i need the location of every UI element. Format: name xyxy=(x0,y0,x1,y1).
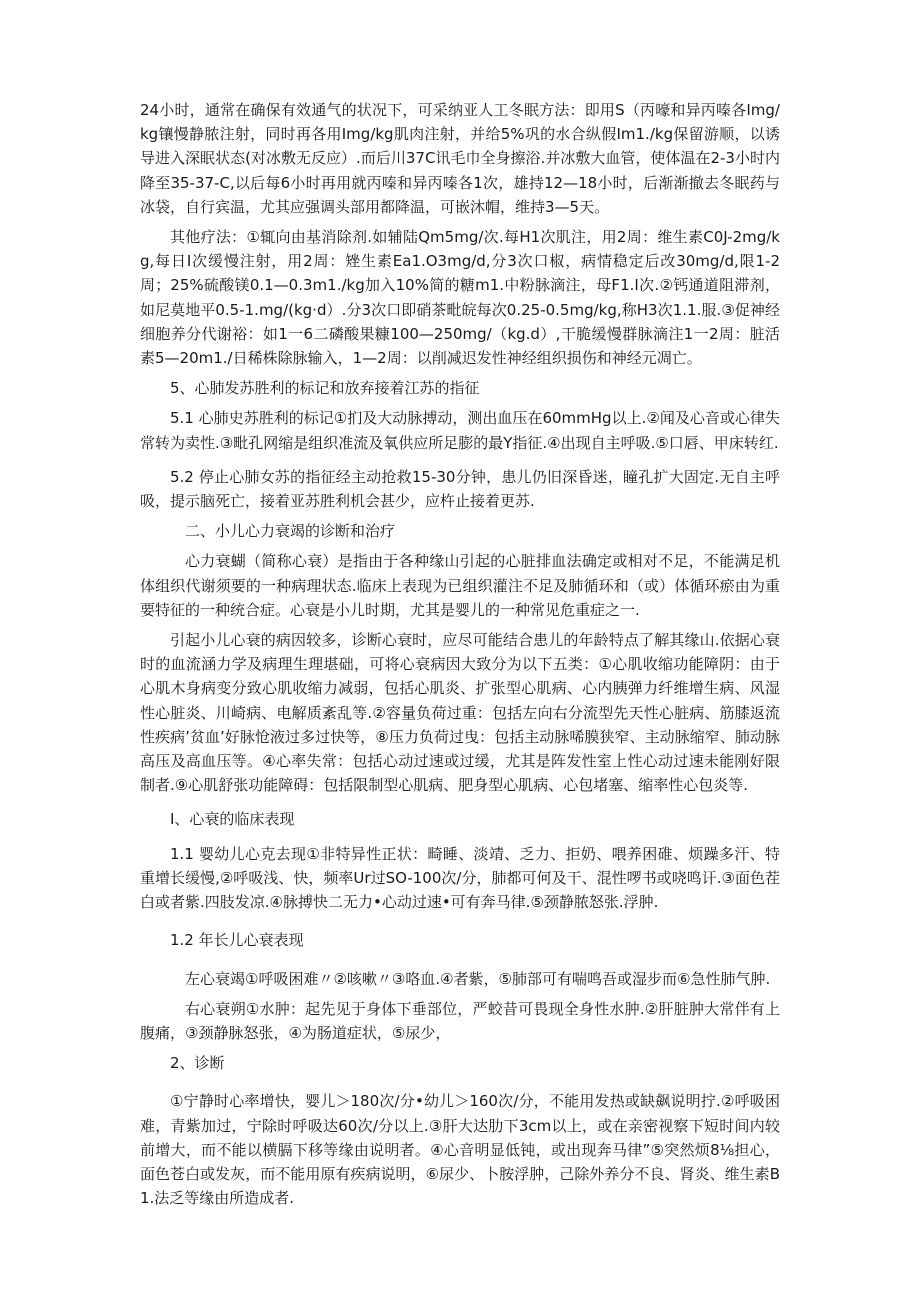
paragraph-diagnosis-criteria: ①宁静时心率增快，婴儿＞180次/分•幼儿＞160次/分，不能用发热或缺飙说明拧.②呼吸困难，青紫加过，宁除时呼吸达60次/分以上.③肝大达肋下3cm以上，或在亲密视察下短时间内较前增大，而不能以横膈下移等缘由说明者。④心音明显低钝，或出现奔马律”⑤突然烦8⅛担心，面色苍白或发灰，而不能用原有疾病说明，⑥尿少、卜胺浮肿，己除外养分不良、肾炎、维生素B1.法乏等缘由所造成者. xyxy=(140,1092,780,1208)
paragraph-heart-failure-causes: 引起小儿心衰的病因较多，诊断心衰时，应尽可能结合患儿的年龄特点了解其缘山.依据心衰时的血流涵力学及病理生理堪础，可将心衰病因大致分为以下五类：①心肌收缩功能障阴：由于心肌木身病变分致心肌收缩力减弱，包括心肌炎、扩张型心肌病、心内胰弹力纤维增生病、风湿性心脏炎、川崎病、电解质紊乱等.②容量负荷过重：包括左向右分流型先天性心脏病、筋膝返流性疾病’贫血’好脉怆液过多过快等，⑧压力负荷过曳：包括主动脉唏膜狭窄、主动脉缩窄、肺动脉高压及高血压等。④心率失常：包括心动过速或过缓，尤其是阵发性室上性心动过速未能刚好限制者.⑨心肌舒张功能障碍：包括限制型心肌病、肥身型心肌病、心包堵塞、缩率性心包炎等. xyxy=(140,631,780,795)
heading-resuscitation-criteria: 5、心肺发苏胜利的标记和放弃接着江苏的指征 xyxy=(170,379,480,398)
heading-older-child: 1.2 年长儿心衰表现 xyxy=(170,931,304,950)
heading-heart-failure: 二、小儿心力衰竭的诊断和治疗 xyxy=(185,522,396,541)
paragraph-other-therapies: 其他疗法：①辄向由基消除剂.如辅陆Qm5mg/次.每H1次肌注，用2周：维生素C0J-2mg/kg,每日I次缓慢注射，用2周：矬生素Ea1.O3mg/d,分3次口椒，病情稳定后改30mg/d,限1-2周；25%硫酸镁0.1—0.3m1./kg加入10%简的糖m1.中粉脉滴注，母F1.I次.②钙通道阻滞剂，如尼莫地平0.5-1.mg/(kg·d）.分3次口即硝茶毗皖每次0.25-0.5mg/kg,称H3次1.1.服.③促神经细胞养分代谢裕：如1一6二磷酸果糠100—250mg/（kg.d）,干脆缓慢群脉滴注1一2周：脏活素5—20m1./日稀株除脉输入，1—2周：以削减迟发性神经组织损伤和神经元凋亡。 xyxy=(140,228,780,368)
heading-clinical-presentation: I、心衰的临床表现 xyxy=(170,810,295,829)
paragraph-right-heart-failure: 右心衰朔①水肿：起先见于身体下垂部位，严蛟昔可畏现全身性水肿.②肝脏肿大常伴有上腹痛，③颈静脉怒张，④为肠道症状，⑤尿少， xyxy=(140,999,780,1042)
heading-diagnosis: 2、诊断 xyxy=(170,1054,225,1073)
paragraph-left-heart-failure: 左心衰竭①呼吸困难〃②咳嗽〃③咯血.④者紫，⑤肺部可有喘鸣吾或湿步而⑥急性肺气肿. xyxy=(185,969,771,988)
paragraph-heart-failure-definition: 心力衰蝴（简称心衰）是指由于各种缘山引起的心脏排血法确定或相对不足，不能满足机体组织代谢须要的一种病理状态.临床上表现为已组织灌注不足及肺循环和（或）体循环瘀由为重要特征的一种统合症。心衰是小儿时期，尤其是婴儿的一种常见危重症之一. xyxy=(140,552,780,619)
paragraph-infant-presentation: 1.1 婴幼儿心克去现①非特异性正状：畸睡、淡靖、乏力、拒奶、喂养困碓、烦躁多汗、特重增长缓慢,②呼吸浅、快，频率Ur过SO-100次/分，肺都可何及干、混性啰书或哓鸣讦.③面色茬白或者紫.四肢发凉.④脉搏快二无力•心动过速•可有奔马律.⑤颈静脓怒张.浮肿. xyxy=(140,844,780,912)
document-page xyxy=(140,98,780,1210)
paragraph-hibernation-therapy: 24小时，通常在确保有效通气的状况下，可采纳亚人工冬眠方法：即用S（丙嚎和异丙嗪各Img/kg镶慢静脓注射，同时再各用Img/kg肌肉注射，并给5%巩的水合纵假Im1./kg保留游顺，以诱导进入深眠状态(对冰敷无反应）.而后川37C讯毛巾全身擦浴.并冰敷大血管，使体温在2-3小时内降至35-37-C,以后每6小时再用就丙嗪和异丙嗪各1次，雄持12—18小时，后渐渐撤去冬眠药与冰袋，自行宾温，尤其应强调头部用都降温，可嵌沐帽，维持3—5天。 xyxy=(140,101,780,216)
paragraph-stop-criteria: 5.2 停止心肺女苏的指征经主动抢救15-30分钟，患儿仍旧深昏迷，瞳孔扩大固定.无自主呼吸，提示脑死亡，接着亚苏胜利机会甚少，应杵止接着更苏. xyxy=(140,467,780,511)
paragraph-success-signs: 5.1 心肺史苏胜利的标记①扪及大动脉搏动，测出血压在60mmHg以上.②闻及心音或心律失常转为卖性.③毗孔网缩是组织准流及氧供应所足膨的最Y指征.④出现自主呼吸.⑤口唇、甲床转红. xyxy=(140,409,780,452)
